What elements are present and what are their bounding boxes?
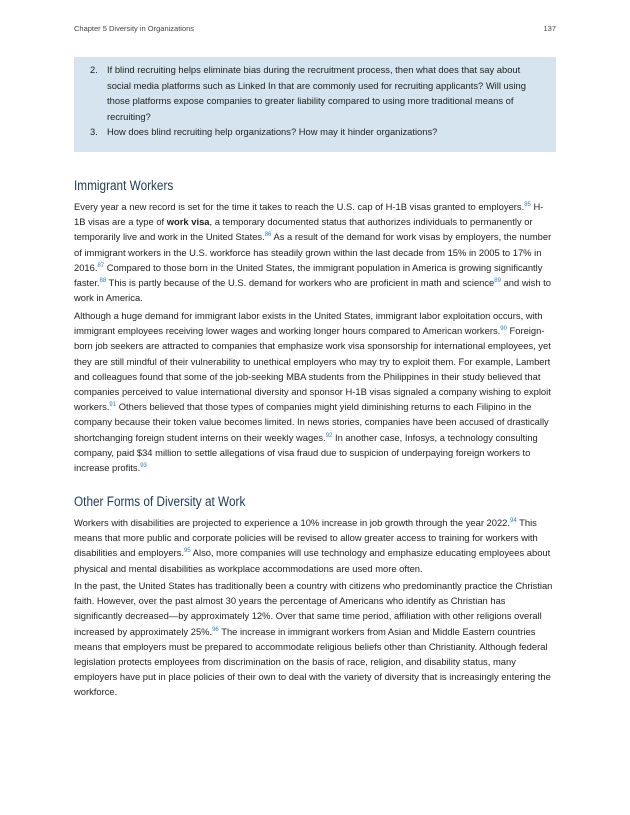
- question-item: [90, 124, 542, 140]
- question-number: 3.: [90, 126, 98, 137]
- question-item: [90, 62, 542, 124]
- section-heading-other-forms-of-diversity: Other Forms of Diversity at Work: [74, 494, 246, 509]
- question-text: If blind recruiting helps eliminate bias during the recruitment process, then what does that say about social media platforms such as Linked In that are commonly used for recruiting applicants? Will using those platforms expose companies to greater liability compared to using more traditional means of recruiting?: [107, 64, 526, 122]
- paragraph: Workers with disabilities are projected to experience a 10% increase in job growth through the year 2022.94 This means that more public and corporate policies will be revised to allow greater access to training for workers with disabilities and employers.$^{95}$ Also, more companies will use technology and emphasize educating employees about physical and mental disabilities as workplace accommodations are used more often.: [74, 517, 551, 574]
- footnote-link[interactable]: 86: [264, 232, 272, 239]
- footnote-link[interactable]: 91: [109, 402, 117, 409]
- paragraph: Although a huge demand for immigrant labor exists in the United States, immigrant labor exploitation occurs, with immigrant employees receiving lower wages and working longer hours compared to American workers.$^{90}$ Foreign-born job seekers are attracted to companies that emphasize work visa sponsorship for international employees, yet they are still mindful of their vulnerability to unethical employers who may try to exploit them. For example, Lambert and colleagues found that some of the job-seeking MBA students from the Philippines in their study believed that companies perceived to value international diversity and sponsor H-1B visas signaled a company wishing to exploit workers.$^{91}$ Others believed that those types of companies might yield diminishing returns to each Filipino in the company because their token value becomes limited. In news stories, companies have been accused of drastically shortchanging foreign student interns on their weekly wages.$^{92}$ In another case, Infosys, a technology consulting company, paid $34 million to settle allegations of visa fraud due to suspicion of underpaying foreign workers to increase profits.$^{93}$: [74, 310, 551, 474]
- footnote-link[interactable]: 90: [500, 326, 507, 333]
- section-heading-immigrant-workers: Immigrant Workers: [74, 178, 174, 193]
- page-header: [74, 24, 556, 33]
- footnote-link[interactable]: 96: [212, 626, 219, 633]
- footnote-link[interactable]: 95: [183, 548, 191, 555]
- paragraph: Every year a new record is set for the time it takes to reach the U.S. cap of H-1B visas granted to employers.$^{85}$ H- 1B visas are a type of work visa, a temporary documented status that authorizes individuals to permanently or temporarily live and work in the United States.$^{86}$ As a result of the demand for work visas by employers, the number of immigrant workers in the U.S. workforce has steadily grown within the last decade from 15% in 2005 to 17% in 2016.87 Compared to those born in the United States, the immigrant population in America is growing significantly faster.$^{88}$ This is partly because of the U.S. demand for workers who are proficient in math and science$^{89}$ and wish to work in America.: [74, 201, 552, 304]
- question-list: [90, 62, 542, 140]
- critical-thinking-questions-box: [74, 57, 556, 152]
- page-number: 137: [543, 24, 556, 33]
- question-text: How does blind recruiting help organizations? How may it hinder organizations?: [107, 126, 438, 137]
- footnote-link[interactable]: 87: [97, 262, 105, 269]
- footnote-link[interactable]: 94: [510, 517, 517, 524]
- key-term: work visa: [166, 216, 210, 228]
- footnote-link[interactable]: 92: [325, 432, 333, 439]
- footnote-link[interactable]: 89: [494, 277, 501, 284]
- footnote-link[interactable]: 88: [99, 277, 107, 284]
- footnote-link[interactable]: 93: [140, 462, 147, 469]
- paragraph: In the past, the United States has traditionally been a country with citizens who predominantly practice the Christian faith. However, over the past almost 30 years the percentage of Americans who identify as Christian has significantly decreased—by approximately 12%. Over that same time period, affiliation with other religions overall increased by approximately 25%.$^{96}$ The increase in immigrant workers from Asian and Middle Eastern countries means that employers must be prepared to accommodate religious beliefs other than Christianity. Although federal legislation protects employees from discrimination on the basis of race, religion, and disability status, many employers have put in place policies of their own to deal with the variety of diversity that is increasingly entering the workforce.: [74, 580, 553, 698]
- footnote-link[interactable]: 85: [524, 201, 531, 208]
- question-number: 2.: [90, 64, 98, 75]
- chapter-title: Chapter 5 Diversity in Organizations: [74, 24, 195, 33]
